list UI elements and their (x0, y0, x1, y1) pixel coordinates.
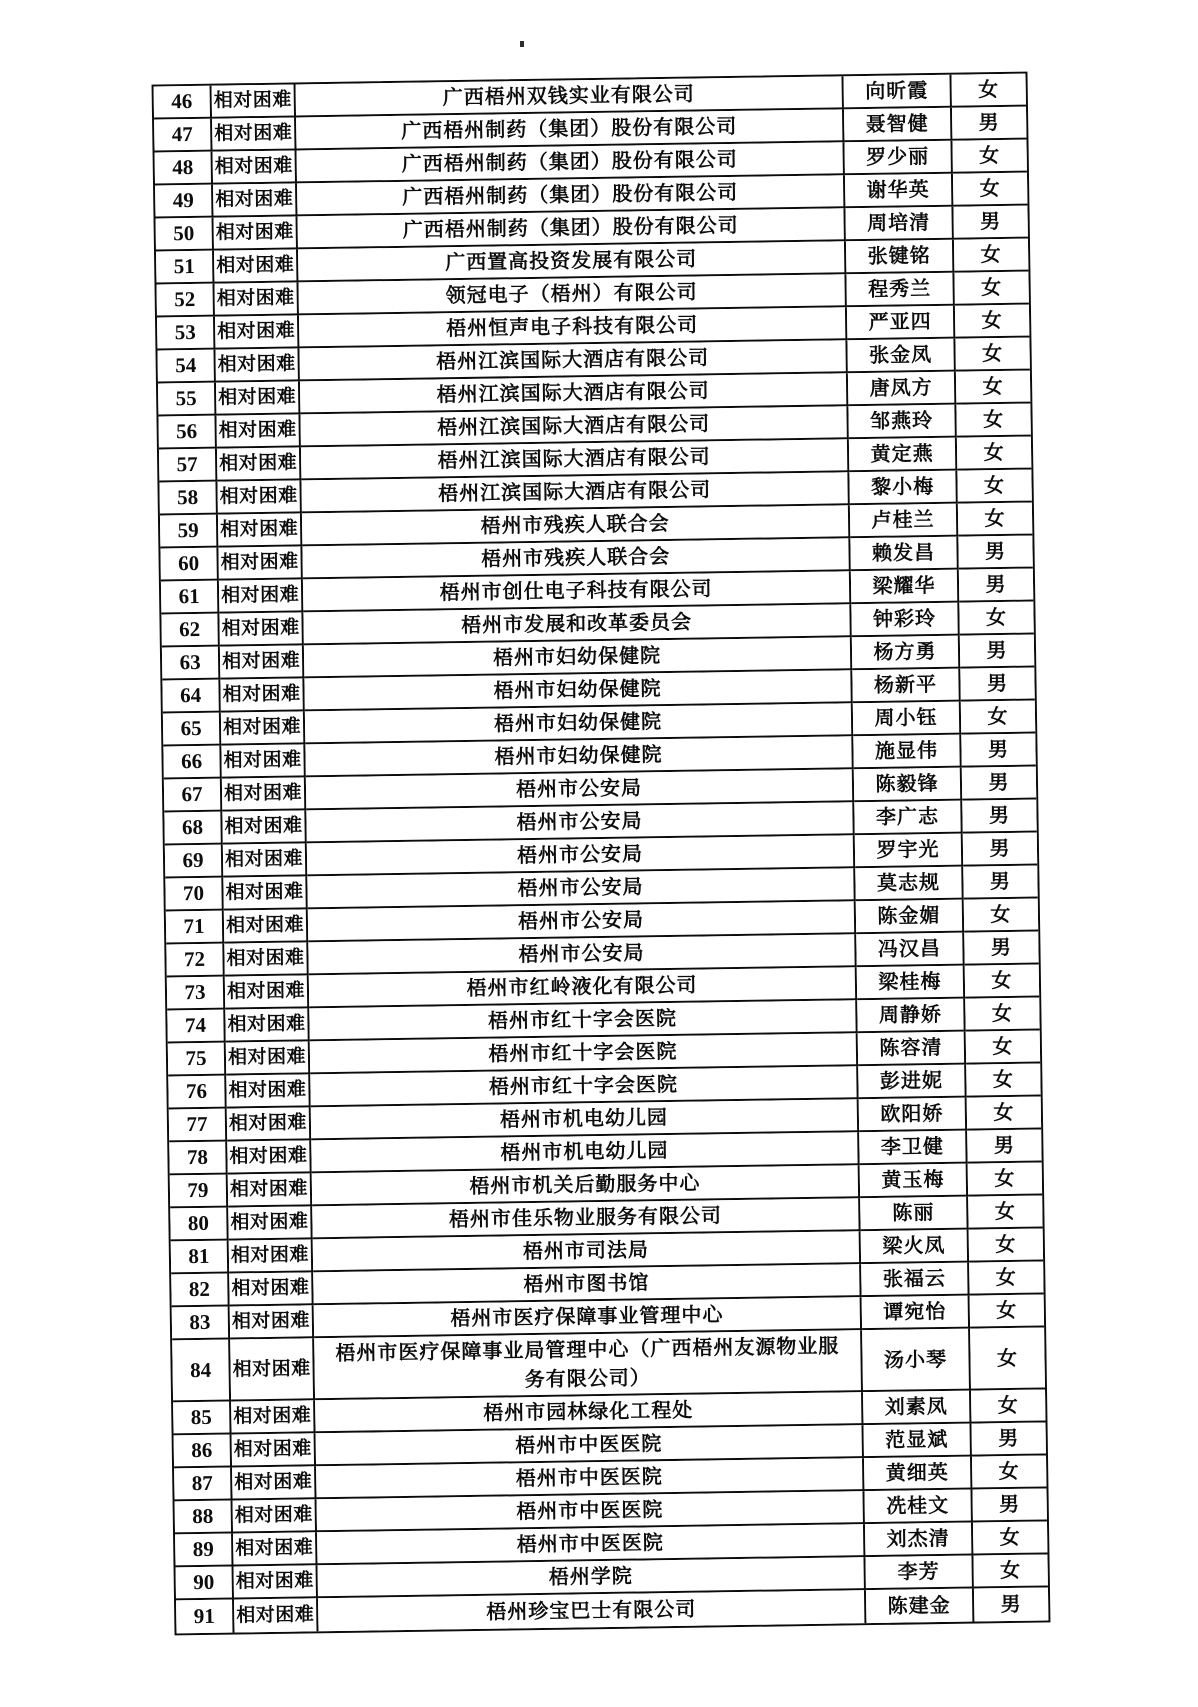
status-cell: 相对困难 (213, 183, 297, 217)
name-cell: 黄细英 (864, 1457, 972, 1492)
gender-cell: 女 (973, 1521, 1047, 1555)
org-cell: 梧州市医疗保障事业局管理中心（广西梧州友源物业服务有限公司） (314, 1330, 863, 1400)
name-cell: 刘素凤 (863, 1391, 971, 1426)
status-cell: 相对困难 (218, 546, 302, 580)
gender-cell: 男 (960, 635, 1034, 669)
status-cell: 相对困难 (234, 1565, 318, 1599)
row-number-cell: 60 (160, 548, 218, 582)
row-number-cell: 64 (162, 680, 220, 714)
row-number-cell: 53 (157, 317, 215, 351)
status-cell: 相对困难 (230, 1305, 314, 1339)
row-number-cell: 70 (165, 878, 223, 912)
status-cell: 相对困难 (231, 1400, 315, 1434)
name-cell: 唐凤方 (848, 372, 956, 407)
row-number-cell: 54 (157, 350, 215, 384)
org-cell: 梧州市公安局 (307, 835, 855, 876)
gender-cell: 女 (969, 1261, 1043, 1295)
name-cell: 陈毅锋 (854, 768, 962, 803)
org-cell: 梧州市红岭液化有限公司 (309, 967, 857, 1008)
name-cell: 黄定燕 (849, 438, 957, 473)
org-cell: 梧州学院 (318, 1557, 866, 1598)
name-cell: 张金凤 (847, 339, 955, 374)
status-cell: 相对困难 (228, 1206, 312, 1240)
status-cell: 相对困难 (222, 777, 306, 811)
gender-cell: 男 (964, 932, 1038, 966)
name-cell: 聂智健 (844, 108, 952, 143)
org-cell: 梧州市机电幼儿园 (311, 1099, 859, 1140)
status-cell: 相对困难 (232, 1466, 316, 1500)
name-cell: 冯汉昌 (856, 933, 964, 968)
name-cell: 梁桂梅 (857, 966, 965, 1001)
org-cell: 领冠电子（梧州）有限公司 (298, 274, 846, 315)
row-number-cell: 74 (167, 1010, 225, 1044)
org-cell: 梧州江滨国际大酒店有限公司 (299, 340, 847, 381)
name-cell: 钟彩玲 (851, 603, 959, 638)
status-cell: 相对困难 (217, 480, 301, 514)
gender-cell: 男 (962, 767, 1036, 801)
row-number-cell: 62 (161, 614, 219, 648)
status-cell: 相对困难 (223, 876, 307, 910)
row-number-cell: 69 (165, 845, 223, 879)
status-cell: 相对困难 (220, 645, 304, 679)
name-cell: 陈容清 (858, 1032, 966, 1067)
gender-cell: 男 (963, 833, 1037, 867)
name-cell: 周小钰 (853, 702, 961, 737)
gender-cell: 女 (957, 437, 1031, 471)
name-cell: 赖发昌 (850, 537, 958, 572)
row-number-cell: 85 (173, 1402, 231, 1436)
gender-cell: 女 (955, 338, 1029, 372)
name-cell: 李卫健 (859, 1131, 967, 1166)
gender-cell: 女 (964, 899, 1038, 933)
row-number-cell: 72 (166, 944, 224, 978)
org-cell: 广西梧州制药（集团）股份有限公司 (296, 109, 844, 150)
row-number-cell: 47 (154, 119, 212, 153)
name-cell: 周培清 (845, 207, 953, 242)
row-number-cell: 56 (158, 416, 216, 450)
gender-cell: 男 (962, 800, 1036, 834)
name-cell: 杨新平 (852, 669, 960, 704)
name-cell: 罗宇光 (855, 834, 963, 869)
status-cell: 相对困难 (219, 579, 303, 613)
status-cell: 相对困难 (218, 513, 302, 547)
gender-cell: 女 (970, 1327, 1045, 1390)
name-cell: 黎小梅 (849, 471, 957, 506)
name-cell: 莫志规 (855, 867, 963, 902)
name-cell: 邹燕玲 (848, 405, 956, 440)
org-cell: 梧州市红十字会医院 (310, 1033, 858, 1074)
status-cell: 相对困难 (215, 348, 299, 382)
org-cell: 梧州市公安局 (306, 769, 854, 810)
gender-cell: 女 (965, 998, 1039, 1032)
gender-cell: 女 (966, 1031, 1040, 1065)
name-cell: 梁耀华 (851, 570, 959, 605)
org-cell: 梧州江滨国际大酒店有限公司 (300, 373, 848, 414)
gender-cell: 女 (956, 404, 1030, 438)
org-cell: 梧州市佳乐物业服务有限公司 (312, 1198, 860, 1239)
gender-cell: 男 (960, 668, 1034, 702)
row-number-cell: 52 (157, 284, 215, 318)
org-cell: 梧州市图书馆 (313, 1264, 861, 1305)
row-number-cell: 87 (174, 1468, 232, 1502)
gender-cell: 女 (972, 1455, 1046, 1489)
gender-cell: 女 (956, 371, 1030, 405)
status-cell: 相对困难 (220, 678, 304, 712)
name-cell: 陈金媚 (856, 900, 964, 935)
row-number-cell: 75 (168, 1043, 226, 1077)
name-cell: 罗少丽 (844, 141, 952, 176)
gender-cell: 男 (963, 866, 1037, 900)
row-number-cell: 80 (170, 1208, 228, 1242)
name-cell: 周静娇 (857, 999, 965, 1034)
name-cell: 张键铭 (846, 240, 954, 275)
status-cell: 相对困难 (227, 1107, 311, 1141)
org-cell: 梧州市医疗保障事业管理中心 (314, 1297, 862, 1338)
row-number-cell: 82 (171, 1274, 229, 1308)
row-number-cell: 86 (174, 1435, 232, 1469)
org-cell: 梧州市创仕电子科技有限公司 (303, 571, 851, 612)
gender-cell: 女 (959, 602, 1033, 636)
gender-cell: 女 (966, 1064, 1040, 1098)
org-cell: 梧州市妇幼保健院 (305, 703, 853, 744)
org-cell: 梧州市公安局 (308, 934, 856, 975)
gender-cell: 女 (958, 503, 1032, 537)
row-number-cell: 78 (169, 1142, 227, 1176)
gender-cell: 女 (954, 239, 1028, 273)
row-number-cell: 67 (164, 779, 222, 813)
org-cell: 梧州市红十字会医院 (310, 1066, 858, 1107)
row-number-cell: 66 (163, 746, 221, 780)
gender-cell: 女 (965, 965, 1039, 999)
org-cell: 梧州市红十字会医院 (309, 1000, 857, 1041)
gender-cell: 女 (954, 272, 1028, 306)
status-cell: 相对困难 (214, 216, 298, 250)
org-cell: 梧州市妇幼保健院 (305, 736, 853, 777)
gender-cell: 女 (969, 1228, 1043, 1262)
gender-cell: 男 (971, 1422, 1045, 1456)
row-number-cell: 51 (156, 251, 214, 285)
status-cell: 相对困难 (227, 1140, 311, 1174)
gender-cell: 女 (967, 1097, 1041, 1131)
name-cell: 梁火凤 (861, 1230, 969, 1265)
status-cell: 相对困难 (229, 1272, 313, 1306)
org-cell: 梧州市妇幼保健院 (304, 637, 852, 678)
gender-cell: 女 (970, 1294, 1044, 1328)
org-cell: 梧州市机电幼儿园 (311, 1132, 859, 1173)
name-cell: 谭宛怡 (862, 1296, 970, 1331)
row-number-cell: 63 (162, 647, 220, 681)
status-cell: 相对困难 (230, 1338, 315, 1401)
status-cell: 相对困难 (216, 381, 300, 415)
gender-cell: 女 (952, 140, 1026, 174)
name-cell: 向昕霞 (843, 75, 951, 110)
org-cell: 梧州市中医医院 (316, 1425, 864, 1466)
org-cell: 梧州市妇幼保健院 (304, 670, 852, 711)
row-number-cell: 89 (175, 1534, 233, 1568)
row-number-cell: 83 (172, 1307, 230, 1341)
status-cell: 相对困难 (215, 282, 299, 316)
gender-cell: 女 (951, 74, 1025, 108)
status-cell: 相对困难 (212, 117, 296, 151)
org-cell: 梧州江滨国际大酒店有限公司 (301, 472, 849, 513)
name-cell: 范显斌 (864, 1424, 972, 1459)
org-cell: 梧州市发展和改革委员会 (303, 604, 851, 645)
status-cell: 相对困难 (221, 744, 305, 778)
status-cell: 相对困难 (225, 975, 309, 1009)
gender-cell: 女 (973, 1554, 1047, 1588)
org-cell: 梧州恒声电子科技有限公司 (299, 307, 847, 348)
org-cell: 梧州市中医医院 (316, 1458, 864, 1499)
status-cell: 相对困难 (233, 1532, 317, 1566)
org-cell: 梧州市中医医院 (317, 1491, 865, 1532)
gender-cell: 男 (974, 1587, 1048, 1621)
org-cell: 梧州市中医医院 (317, 1524, 865, 1565)
row-number-cell: 50 (156, 218, 214, 252)
org-cell: 梧州市机关后勤服务中心 (312, 1165, 860, 1206)
gender-cell: 男 (967, 1130, 1041, 1164)
name-cell: 冼桂文 (864, 1490, 972, 1525)
org-cell: 梧州江滨国际大酒店有限公司 (301, 439, 849, 480)
row-number-cell: 84 (172, 1340, 231, 1403)
gender-cell: 男 (958, 536, 1032, 570)
row-number-cell: 68 (164, 812, 222, 846)
org-cell: 梧州市园林绿化工程处 (315, 1392, 863, 1433)
row-number-cell: 71 (166, 911, 224, 945)
name-cell: 卢桂兰 (850, 504, 958, 539)
status-cell: 相对困难 (226, 1074, 310, 1108)
row-number-cell: 58 (159, 482, 217, 516)
status-cell: 相对困难 (228, 1173, 312, 1207)
status-cell: 相对困难 (212, 84, 296, 118)
name-cell: 陈建金 (866, 1589, 974, 1624)
status-cell: 相对困难 (229, 1239, 313, 1273)
org-cell: 广西梧州制药（集团）股份有限公司 (298, 208, 846, 249)
name-cell: 刘杰清 (865, 1523, 973, 1558)
name-cell: 彭进妮 (858, 1065, 966, 1100)
gender-cell: 男 (952, 107, 1026, 141)
row-number-cell: 49 (155, 185, 213, 219)
org-cell: 广西梧州制药（集团）股份有限公司 (297, 142, 845, 183)
row-number-cell: 46 (154, 86, 212, 120)
status-cell: 相对困难 (225, 1008, 309, 1042)
gender-cell: 女 (961, 701, 1035, 735)
name-cell: 李芳 (865, 1556, 973, 1591)
row-number-cell: 77 (169, 1109, 227, 1143)
gender-cell: 女 (971, 1389, 1045, 1423)
gender-cell: 男 (972, 1488, 1046, 1522)
gender-cell: 女 (955, 305, 1029, 339)
status-cell: 相对困难 (232, 1433, 316, 1467)
status-cell: 相对困难 (223, 843, 307, 877)
name-cell: 严亚四 (847, 306, 955, 341)
org-cell: 梧州市公安局 (307, 868, 855, 909)
row-number-cell: 73 (167, 977, 225, 1011)
name-cell: 黄玉梅 (860, 1164, 968, 1199)
scan-artifact-dot (520, 41, 524, 47)
name-cell: 汤小琴 (862, 1329, 971, 1393)
status-cell: 相对困难 (222, 810, 306, 844)
org-cell: 梧州市公安局 (308, 901, 856, 942)
gender-cell: 男 (959, 569, 1033, 603)
name-cell: 欧阳娇 (859, 1098, 967, 1133)
status-cell: 相对困难 (221, 711, 305, 745)
org-cell: 梧州市司法局 (313, 1231, 861, 1272)
row-number-cell: 79 (170, 1175, 228, 1209)
org-cell: 广西梧州制药（集团）股份有限公司 (297, 175, 845, 216)
row-number-cell: 88 (175, 1501, 233, 1535)
org-cell: 广西置高投资发展有限公司 (298, 241, 846, 282)
row-number-cell: 90 (176, 1567, 234, 1601)
status-cell: 相对困难 (226, 1041, 310, 1075)
status-cell: 相对困难 (224, 942, 308, 976)
status-cell: 相对困难 (233, 1499, 317, 1533)
row-number-cell: 57 (159, 449, 217, 483)
name-cell: 施显伟 (853, 735, 961, 770)
row-number-cell: 81 (171, 1241, 229, 1275)
gender-cell: 男 (961, 734, 1035, 768)
status-cell: 相对困难 (224, 909, 308, 943)
org-cell: 梧州江滨国际大酒店有限公司 (300, 406, 848, 447)
status-cell: 相对困难 (215, 315, 299, 349)
status-cell: 相对困难 (234, 1598, 318, 1632)
name-cell: 张福云 (861, 1263, 969, 1298)
name-cell: 陈丽 (860, 1197, 968, 1232)
roster-table (152, 72, 1051, 1636)
row-number-cell: 76 (168, 1076, 226, 1110)
name-cell: 李广志 (854, 801, 962, 836)
gender-cell: 女 (957, 470, 1031, 504)
org-cell: 梧州市残疾人联合会 (302, 538, 850, 579)
status-cell: 相对困难 (216, 414, 300, 448)
gender-cell: 女 (953, 173, 1027, 207)
org-cell: 梧州市残疾人联合会 (302, 505, 850, 546)
status-cell: 相对困难 (219, 612, 303, 646)
org-cell: 广西梧州双钱实业有限公司 (296, 76, 844, 117)
gender-cell: 女 (968, 1162, 1042, 1196)
org-cell: 梧州珍宝巴士有限公司 (318, 1590, 866, 1631)
gender-cell: 男 (953, 206, 1027, 240)
row-number-cell: 61 (161, 581, 219, 615)
row-number-cell: 59 (160, 515, 218, 549)
status-cell: 相对困难 (214, 249, 298, 283)
name-cell: 杨方勇 (852, 636, 960, 671)
row-number-cell: 48 (155, 152, 213, 186)
name-cell: 谢华英 (845, 174, 953, 209)
row-number-cell: 55 (158, 383, 216, 417)
gender-cell: 女 (968, 1195, 1042, 1229)
row-number-cell: 65 (163, 713, 221, 747)
row-number-cell: 91 (176, 1600, 234, 1634)
name-cell: 程秀兰 (846, 273, 954, 308)
status-cell: 相对困难 (217, 447, 301, 481)
status-cell: 相对困难 (213, 150, 297, 184)
org-cell: 梧州市公安局 (306, 802, 854, 843)
